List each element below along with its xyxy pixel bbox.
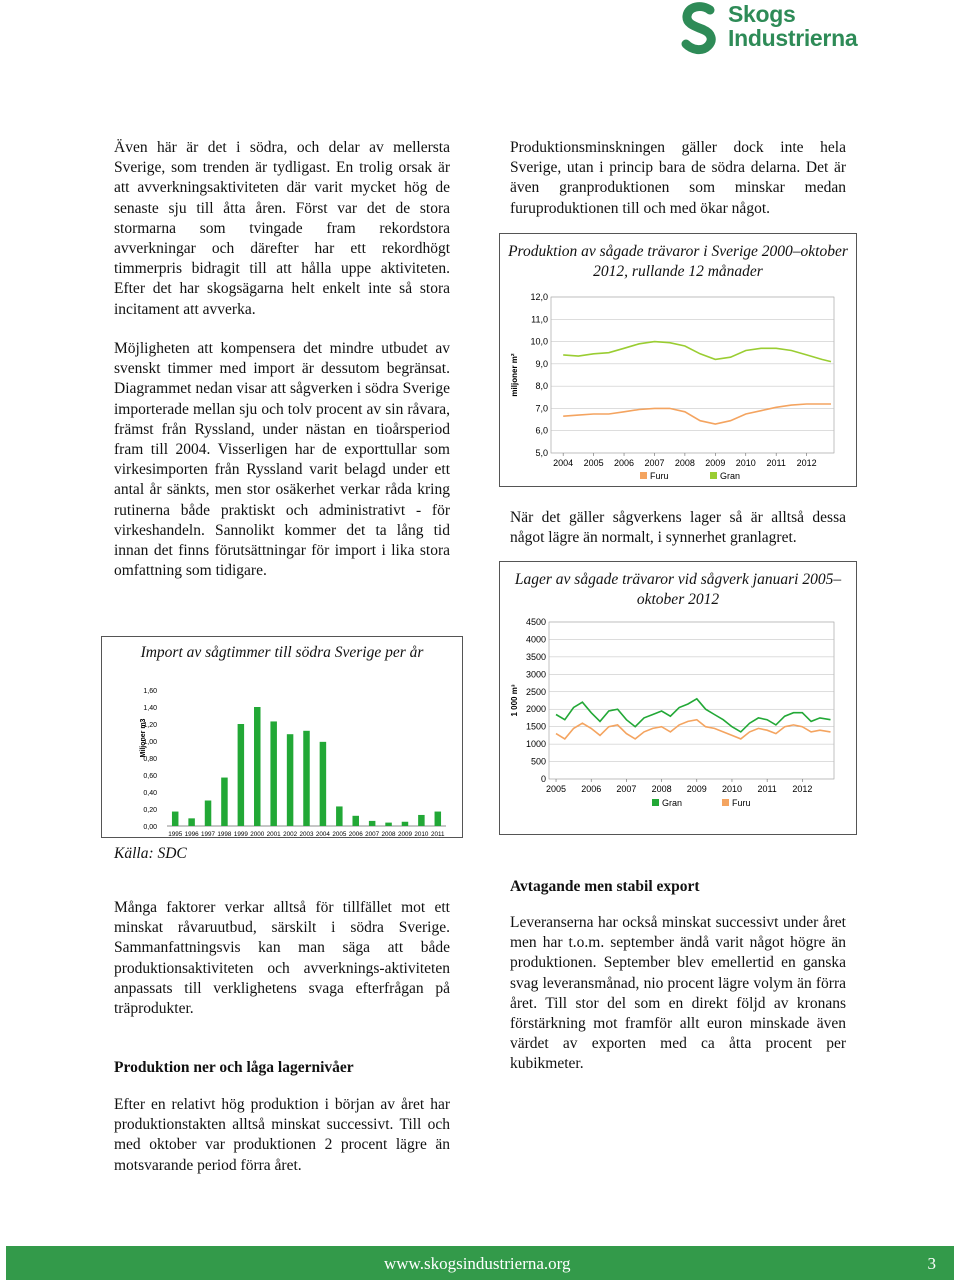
left-paragraph-2: Möjligheten att kompensera det mindre utbudet av svenskt timmer med import är dessutom begränsat. Diagrammet nedan visar att sågverken i södra Sverige importerade mellan sju och tolv procent av sin råvara, främst från Ryssland, under nästan en tioårsperiod fram till 2004. Visserligen har de exporttullar som virkesimporten från Ryssland varit belagd under ett antal år sänkts, men stor osäkerhet verkar råda kring rutinerna både praktiskt och administrativt - för virkeshandeln. Sannolikt kommer det ta lång tid innan det finns förutsättningar för import i lika stora omfattning som tidigare. bbox=[114, 340, 450, 580]
y-axis-label: Miljoner m3 bbox=[140, 718, 147, 758]
bar bbox=[385, 823, 392, 826]
bar bbox=[418, 815, 425, 826]
bar bbox=[336, 806, 343, 826]
x-tick-label: 2010 bbox=[735, 458, 756, 468]
bar bbox=[254, 707, 261, 826]
y-axis-label: 1 000 m³ bbox=[510, 684, 519, 717]
bar bbox=[205, 801, 212, 827]
production-line-chart bbox=[500, 285, 854, 483]
y-axis-label: miljoner m² bbox=[510, 353, 519, 397]
y-tick-label: 4000 bbox=[525, 634, 546, 645]
stock-chart-title: Lager av sågade trävaror vid sågverk januari 2005–oktober 2012 bbox=[514, 571, 842, 608]
y-tick-label: 0 bbox=[540, 774, 546, 784]
x-tick-label: 2000 bbox=[250, 831, 265, 838]
x-tick-label: 2007 bbox=[365, 831, 380, 838]
legend-swatch-gran bbox=[652, 799, 659, 806]
right-paragraph-1: Produktionsminskningen gäller dock inte hela Sverige, utan i princip bara de södra delarna. Det är även granproduktionen som minskar medan furuproduktionen till och med ökar något. bbox=[510, 139, 846, 217]
legend-label-gran: Gran bbox=[720, 471, 741, 481]
x-tick-label: 2009 bbox=[686, 784, 707, 794]
bar bbox=[172, 812, 179, 826]
chart-source: Källa: SDC bbox=[114, 845, 187, 862]
x-tick-label: 1999 bbox=[233, 831, 248, 838]
x-tick-label: 2008 bbox=[674, 458, 695, 468]
footer-website-link[interactable]: www.skogsindustrierna.org bbox=[384, 1254, 571, 1273]
y-tick-label: 1,20 bbox=[143, 722, 157, 729]
legend-label-gran: Gran bbox=[662, 798, 683, 808]
right-paragraph-2: När det gäller sågverkens lager så är alltså dessa något lägre än normalt, i synnerhet granlagret. bbox=[510, 509, 846, 547]
legend-swatch-furu bbox=[722, 799, 729, 806]
footer-bar bbox=[6, 1246, 954, 1280]
x-tick-label: 2009 bbox=[397, 831, 412, 838]
y-tick-label: 5,0 bbox=[535, 448, 548, 458]
y-tick-label: 1,60 bbox=[143, 688, 157, 695]
series-line-furu bbox=[556, 720, 831, 739]
x-tick-label: 2004 bbox=[553, 458, 574, 468]
y-tick-label: 8,0 bbox=[535, 381, 548, 392]
plot-area bbox=[551, 297, 834, 453]
y-tick-label: 0,60 bbox=[143, 773, 157, 780]
legend-swatch-furu bbox=[640, 472, 647, 479]
x-tick-label: 2005 bbox=[546, 784, 567, 794]
bar bbox=[435, 812, 442, 826]
y-tick-label: 2000 bbox=[525, 704, 546, 715]
y-tick-label: 1,00 bbox=[143, 739, 157, 746]
y-tick-label: 9,0 bbox=[535, 358, 548, 369]
y-tick-label: 6,0 bbox=[535, 425, 548, 436]
bar bbox=[270, 721, 277, 826]
y-tick-label: 7,0 bbox=[535, 403, 548, 414]
bar bbox=[320, 742, 327, 826]
x-tick-label: 1998 bbox=[217, 831, 232, 838]
bar bbox=[238, 724, 245, 826]
y-tick-label: 1000 bbox=[525, 739, 546, 750]
y-tick-label: 3000 bbox=[525, 669, 546, 680]
right-section-heading: Avtagande men stabil export bbox=[510, 878, 700, 895]
y-tick-label: 2500 bbox=[525, 686, 546, 697]
y-tick-label: 12,0 bbox=[530, 292, 548, 302]
bar bbox=[352, 816, 359, 826]
y-tick-label: 0,00 bbox=[143, 824, 157, 831]
x-tick-label: 2007 bbox=[616, 784, 637, 794]
x-tick-label: 2011 bbox=[766, 458, 786, 468]
y-tick-label: 4500 bbox=[525, 617, 546, 627]
x-tick-label: 2012 bbox=[792, 784, 813, 794]
x-tick-label: 2006 bbox=[348, 831, 363, 838]
x-tick-label: 2002 bbox=[283, 831, 298, 838]
x-tick-label: 2011 bbox=[757, 784, 777, 794]
left-paragraph-4: Efter en relativt hög produktion i början av året har produktionstakten alltså minskat successivt. Till och med oktober var produktionen 2 procent lägre än motsvarande period förra året. bbox=[114, 1096, 450, 1174]
left-section-heading: Produktion ner och låga lagernivåer bbox=[114, 1059, 354, 1076]
series-line-gran bbox=[556, 699, 831, 732]
y-tick-label: 1500 bbox=[525, 721, 546, 732]
x-tick-label: 2010 bbox=[721, 784, 742, 794]
stock-line-chart bbox=[500, 612, 854, 832]
x-tick-label: 2009 bbox=[705, 458, 726, 468]
bar bbox=[221, 778, 228, 826]
y-tick-label: 0,20 bbox=[143, 807, 157, 814]
series-line-gran bbox=[563, 342, 831, 362]
logo-line-1: Skogs bbox=[728, 1, 796, 27]
x-tick-label: 2007 bbox=[644, 458, 665, 468]
bar bbox=[287, 734, 294, 826]
y-tick-label: 0,40 bbox=[143, 790, 157, 797]
bar bbox=[188, 818, 195, 826]
x-tick-label: 2011 bbox=[431, 831, 445, 838]
x-tick-label: 1995 bbox=[168, 831, 183, 838]
left-paragraph-1: Även här är det i södra, och delar av mellersta Sverige, som trenden är tydligast. En trolig orsak är att avverkningsaktiviteten där varit mycket hög de senaste sju till åtta åren. Först var det de stora stormarna som tvingade fram rekordstora avverkningar och därefter har ett rekordhögt timmerpris bidragit till att hålla uppe aktiviteten. Efter det har skogsägarna helt enkelt inte så stora incitament att avverka. bbox=[114, 139, 450, 318]
x-tick-label: 2005 bbox=[332, 831, 347, 838]
bar bbox=[402, 822, 409, 826]
x-tick-label: 2012 bbox=[796, 458, 817, 468]
x-tick-label: 2010 bbox=[414, 831, 429, 838]
x-tick-label: 2008 bbox=[651, 784, 672, 794]
left-paragraph-3: Många faktorer verkar alltså för tillfället mot ett minskat råvaruutbud, särskilt i södra Sverige. Sammanfattningsvis kan man säga att både produktionsaktiviteten och avverknings-aktiviteten anpassats till verklighetens svaga efterfrågan på träprodukter. bbox=[114, 899, 450, 1018]
x-tick-label: 2008 bbox=[381, 831, 396, 838]
y-tick-label: 10,0 bbox=[530, 336, 548, 347]
logo-line-2: Industrierna bbox=[728, 25, 858, 51]
x-tick-label: 1997 bbox=[201, 831, 216, 838]
import-bar-chart bbox=[101, 680, 461, 840]
production-chart-title: Produktion av sågade trävaror i Sverige 2000–oktober 2012, rullande 12 månader bbox=[508, 243, 848, 280]
legend-label-furu: Furu bbox=[732, 798, 751, 808]
legend-swatch-gran bbox=[710, 472, 717, 479]
company-logo bbox=[680, 2, 880, 58]
legend-label-furu: Furu bbox=[650, 471, 669, 481]
series-line-furu bbox=[563, 404, 831, 424]
logo-wordmark bbox=[728, 2, 857, 50]
plot-area bbox=[549, 622, 834, 779]
y-tick-label: 500 bbox=[530, 756, 546, 767]
bar bbox=[369, 821, 376, 826]
y-tick-label: 0,80 bbox=[143, 756, 157, 763]
x-tick-label: 1996 bbox=[184, 831, 199, 838]
x-tick-label: 2006 bbox=[614, 458, 635, 468]
x-tick-label: 2004 bbox=[315, 831, 330, 838]
x-tick-label: 2001 bbox=[266, 831, 281, 838]
x-tick-label: 2005 bbox=[583, 458, 604, 468]
import-chart-title: Import av sågtimmer till södra Sverige per år bbox=[140, 644, 424, 661]
bar bbox=[303, 731, 310, 826]
right-paragraph-3: Leveranserna har också minskat successivt under året men har t.o.m. september ändå varit något högre än produktionen. September blev emellertid en ganska svag leveransmånad, nio procent lägre volym än förra året. Till stor del som en direkt följd av kronans förstärkning mot framför allt euron minskade även värdet av exporten med ca åtta procent per kubikmeter. bbox=[510, 914, 846, 1073]
y-tick-label: 11,0 bbox=[531, 314, 548, 325]
x-tick-label: 2006 bbox=[581, 784, 602, 794]
s-swirl-logo-icon bbox=[680, 2, 726, 56]
y-tick-label: 3500 bbox=[525, 651, 546, 662]
page-number: 3 bbox=[927, 1254, 936, 1273]
x-tick-label: 2003 bbox=[299, 831, 314, 838]
y-tick-label: 1,40 bbox=[143, 705, 157, 712]
